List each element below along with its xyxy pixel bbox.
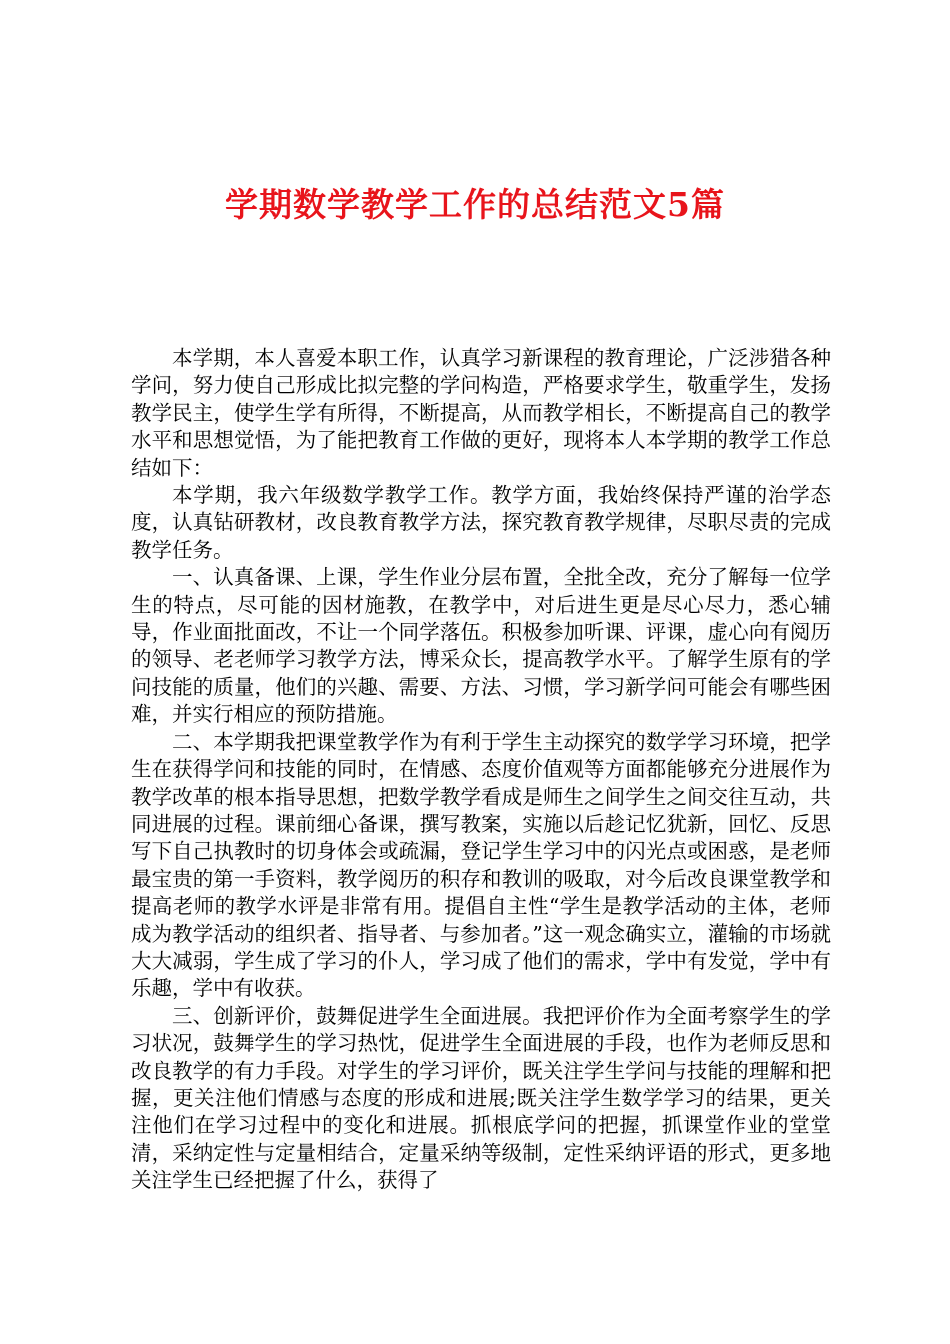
document-body: [131, 345, 831, 1195]
document-title: 学期数学教学工作的总结范文5篇: [225, 185, 725, 224]
paragraph-section-3: 三、创新评价，鼓舞促进学生全面进展。我把评价作为全面考察学生的学习状况，鼓舞学生的学习热忱，促进学生全面进展的手段，也作为老师反思和改良教学的有力手段。对学生的学习评价，既关注学生学问与技能的理解和把握，更关注他们情感与态度的形成和进展;既关注学生数学学习的结果，更关注他们在学习过程中的变化和进展。抓根底学问的把握，抓课堂作业的堂堂清，采纳定性与定量相结合，定量采纳等级制，定性采纳评语的形式，更多地关注学生已经把握了什么，获得了: [131, 1003, 831, 1193]
paragraph-section-2: 二、本学期我把课堂教学作为有利于学生主动探究的数学学习环境，把学生在获得学问和技能的同时，在情感、态度价值观等方面都能够充分进展作为教学改革的根本指导思想，把数学教学看成是师生之间学生之间交往互动，共同进展的过程。课前细心备课，撰写教案，实施以后趁记忆犹新，回忆、反思写下自己执教时的切身体会或疏漏，登记学生学习中的闪光点或困惑，是老师最宝贵的第一手资料，教学阅历的积存和教训的吸取，对今后改良课堂教学和提高老师的教学水评是非常有用。提倡自主性“学生是教学活动的主体，老师成为教学活动的组织者、指导者、与参加者。”这一观念确实立，灌输的市场就大大减弱，学生成了学习的仆人，学习成了他们的需求，学中有发觉，学中有乐趣，学中有收获。: [131, 729, 831, 1001]
paragraph-intro: 本学期，本人喜爱本职工作，认真学习新课程的教育理论，广泛涉猎各种学问，努力使自己形成比拟完整的学问构造，严格要求学生，敬重学生，发扬教学民主，使学生学有所得，不断提高，从而教学相长，不断提高自己的教学水平和思想觉悟，为了能把教育工作做的更好，现将本人本学期的教学工作总结如下：: [131, 346, 831, 480]
paragraph-section-1: 一、认真备课、上课，学生作业分层布置，全批全改，充分了解每一位学生的特点，尽可能的因材施教，在教学中，对后进生更是尽心尽力，悉心辅导，作业面批面改，不让一个同学落伍。积极参加听课、评课，虚心向有阅历的领导、老老师学习教学方法，博采众长，提高教学水平。了解学生原有的学问技能的质量，他们的兴趣、需要、方法、习惯，学习新学问可能会有哪些困难，并实行相应的预防措施。: [131, 565, 831, 727]
paragraph-overview: 本学期，我六年级数学教学工作。教学方面，我始终保持严谨的治学态度，认真钻研教材，改良教育教学方法，探究教育教学规律，尽职尽责的完成教学任务。: [131, 483, 831, 562]
